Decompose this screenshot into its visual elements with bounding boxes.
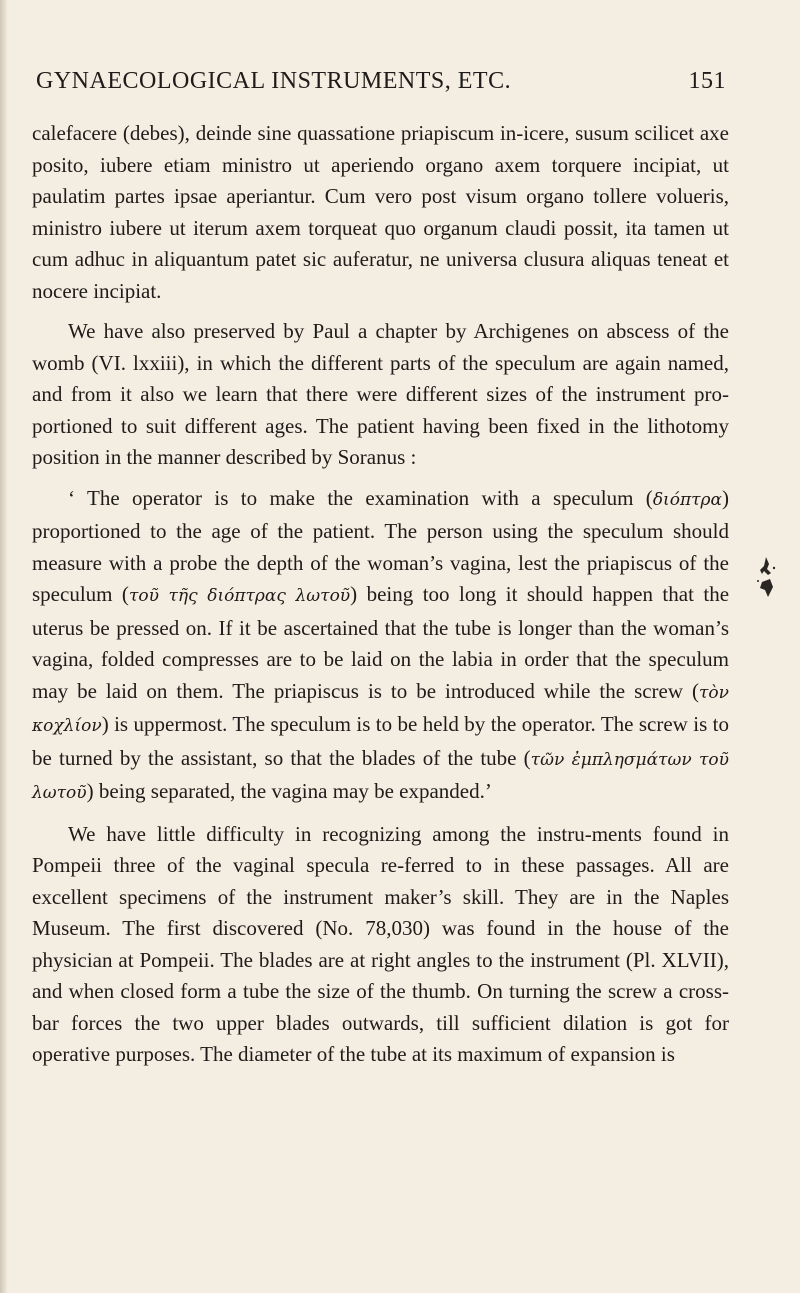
quotation-text: ) being separated, the vagina may be expanded.’ xyxy=(86,779,492,803)
paragraph-operator-quotation xyxy=(32,483,729,810)
quotation-text: ) proportioned to the age of the patient. The person using the speculum should measure with a probe the depth of the woman’s vagina, lest the priapiscus of the speculum ( xyxy=(32,485,729,606)
paragraph-archigenes: We have also preserved by Paul a chapter by Archigenes on abscess of the womb (VI. lxxiii), in which the different parts of the speculum are again named, and from it also we learn that there were different sizes of the instrument pro-portioned to suit different ages. The patient having been fixed in the lithotomy position in the manner described by Soranus : xyxy=(32,319,729,469)
greek-term: τὸν κοχλίον xyxy=(32,682,729,736)
running-head xyxy=(36,68,726,108)
greek-term: τῶν ἐμπλησμάτων τοῦ λωτοῦ xyxy=(32,749,729,803)
paragraph-latin-quotation: calefacere (debes), deinde sine quassatione priapiscum in-icere, susum scilicet axe posito, iubere etiam ministro ut aperiendo organo axem torquere incipiat, ut paulatim partes ipsae aperiantur. Cum vero post visum organo tollere volueris, ministro iubere ut iterum axem torqueat quo organum claudi possit, ita tamen ut cum adhuc in aliquantum patet sic auferatur, ne universa clusura aliquas teneat et nocere incipiat. xyxy=(32,121,729,303)
quotation-text: ‘ The operator is to make the examination with a speculum ( xyxy=(68,485,653,510)
greek-term: διόπτρα xyxy=(652,489,722,510)
page-gutter-edge xyxy=(0,0,7,1293)
paragraph-pompeii-specula: We have little difficulty in recognizing among the instru-ments found in Pompeii three of the vaginal specula re-ferred to in these passages. All are excellent specimens of the instrument maker’s skill. They are in the Naples Museum. The first discovered (No. 78,030) was found in the house of the physician at Pompeii. The blades are at right angles to the instrument (Pl. XLVII), and when closed form a tube the size of the thumb. On turning the screw a cross-bar forces the two upper blades outwards, till sufficient dilation is got for operative purposes. The diameter of the tube at its maximum of expansion is xyxy=(32,821,729,1066)
quotation-text: ) is uppermost. The speculum is to be held by the operator. The screw is to be turned by the assistant, so that the blades of the tube ( xyxy=(32,712,729,770)
running-title: GYNAECOLOGICAL INSTRUMENTS, ETC. xyxy=(36,68,512,94)
page-number: 151 xyxy=(688,68,726,94)
quotation-text: ) being too long it should happen that the uterus be pressed on. If it be ascertained that the tube is longer than the woman’s vagina, folded compresses are to be laid on the labia in order that the speculum may be laid on them. The priapiscus is to be introduced while the screw ( xyxy=(32,582,730,703)
greek-term: τοῦ τῆς διόπτρας λωτοῦ xyxy=(128,586,351,606)
body-text xyxy=(32,118,729,1071)
ink-blot-icon xyxy=(754,555,782,599)
